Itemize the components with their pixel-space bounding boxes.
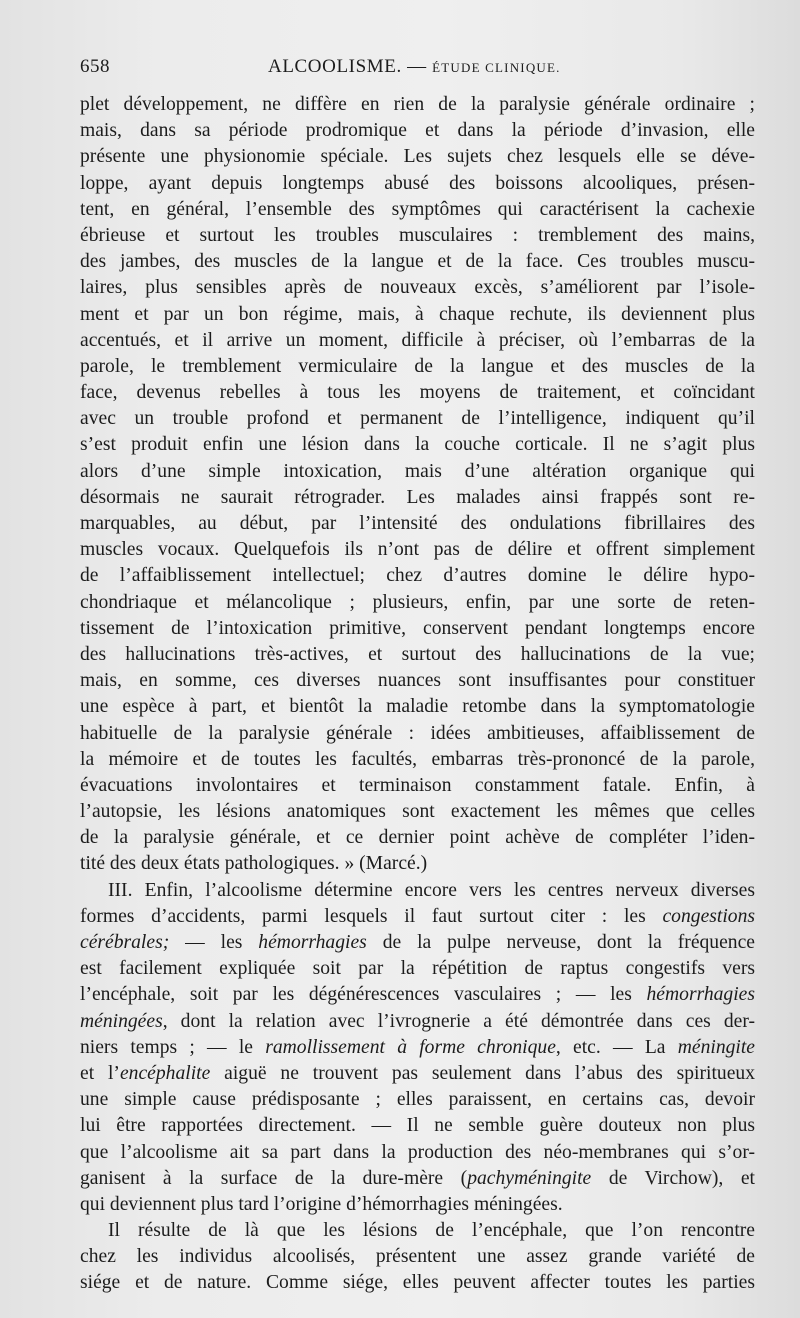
text-line: que l’alcoolisme ait sa part dans la production des néo-membranes qui s’or- [80,1141,755,1163]
text-line: désormais ne saurait rétrograder. Les malades ainsi frappés sont re- [80,486,755,508]
text-line: tité des deux états pathologiques. » (Marcé.) [80,853,428,875]
text-line: des jambes, des muscles de la langue et de la face. Ces troubles muscu- [80,251,755,273]
running-title-separator: — [401,56,433,77]
text-line: présente une physionomie spéciale. Les sujets chez lesquels elle se déve- [80,146,755,168]
text-line: siége et de nature. Comme siége, elles peuvent affecter toutes les parties [80,1272,755,1294]
italic-term: méningite [677,1036,755,1058]
text-line: est facilement expliquée soit par la répétition de raptus congestifs vers [80,958,755,980]
text-line: face, devenus rebelles à tous les moyens de traitement, et coïncidant [80,382,755,404]
text-line: mais, en somme, ces diverses nuances sont insuffisantes pour constituer [80,670,755,692]
text-line: lui être rapportées directement. — Il ne semble guère douteux non plus [80,1115,755,1137]
text-line: loppe, ayant depuis longtemps abusé des boissons alcooliques, présen- [80,172,755,194]
text-line: tent, en général, l’ensemble des symptômes qui caractérisent la cachexie [80,198,755,220]
text-line: une espèce à part, et bientôt la maladie retombe dans la symptomatologie [80,696,755,718]
text-line: méningées, dont la relation avec l’ivrognerie a été démontrée dans ces der- [80,1010,755,1032]
text-line: formes d’accidents, parmi lesquels il faut surtout citer : les congestions [80,905,755,927]
italic-term: hémorrhagies [646,984,755,1006]
page-number: 658 [80,56,110,77]
text-line: s’est produit enfin une lésion dans la couche corticale. Il ne s’agit plus [80,434,755,456]
text-line: habituelle de la paralysie générale : idées ambitieuses, affaiblissement de [80,722,755,744]
italic-term: hémorrhagies [258,932,367,953]
text-line: de la paralysie générale, et ce dernier point achève de compléter l’iden- [80,827,755,849]
text-line: ébrieuse et surtout les troubles musculaires : tremblement des mains, [80,224,755,246]
text-line: plet développement, ne diffère en rien de la paralysie générale ordinaire ; [80,94,755,115]
text-line: marquables, au début, par l’intensité des ondulations fibrillaires des [80,513,755,534]
text-line: avec un trouble profond et permanent de l’intelligence, indiquent qu’il [80,408,755,430]
text-line: muscles vocaux. Quelquefois ils n’ont pas de délire et offrent simplement [80,539,755,561]
text-line: cérébrales; — les hémorrhagies de la pulpe nerveuse, dont la fréquence [80,932,755,953]
text-line: qui deviennent plus tard l’origine d’hémorrhagies méningées. [80,1193,563,1215]
text-line: la mémoire et de toutes les facultés, embarras très-prononcé de la parole, [80,748,755,770]
text-line: III. Enfin, l’alcoolisme détermine encore vers les centres nerveux diverses [108,879,755,901]
text-line: mais, dans sa période prodromique et dans la période d’invasion, elle [80,120,755,142]
text-line: ment et par un bon régime, mais, à chaque rechute, ils deviennent plus [80,303,755,325]
running-head [80,56,755,84]
running-title-subtitle: ÉTUDE CLINIQUE. [432,60,561,75]
italic-term: pachyméningite [467,1167,592,1189]
italic-term: méningées [80,1010,163,1032]
text-line: tissement de l’intoxication primitive, conservent pendant longtemps encore [80,617,755,639]
italic-term: ramollissement à forme chronique [265,1036,556,1058]
text-line: des hallucinations très-actives, et surtout des hallucinations de la vue; [80,643,755,665]
italic-term: cérébrales; [80,932,170,953]
text-line: évacuations involontaires et terminaison constamment fatale. Enfin, à [80,774,755,796]
text-line: Il résulte de là que les lésions de l’encéphale, que l’on rencontre [108,1220,755,1242]
text-line: parole, le tremblement vermiculaire de la langue et des muscles de la [80,355,755,377]
text-line: une simple cause prédisposante ; elles paraissent, en certains cas, devoir [80,1089,755,1111]
text-line: accentués, et il arrive un moment, difficile à préciser, où l’embarras de la [80,329,755,351]
italic-term: congestions [662,905,755,927]
text-line: l’encéphale, soit par les dégénérescences vasculaires ; — les hémorrhagies [80,984,755,1006]
text-line: et l’encéphalite aiguë ne trouvent pas seulement dans l’abus des spiritueux [80,1062,755,1084]
text-line: niers temps ; — le ramollissement à forme chronique, etc. — La méningite [80,1036,755,1058]
text-line: alors d’une simple intoxication, mais d’une altération organique qui [80,460,755,482]
running-title [268,56,561,78]
text-line: laires, plus sensibles après de nouveaux excès, s’améliorent par l’isole- [80,277,755,299]
text-line: de l’affaiblissement intellectuel; chez d’autres domine le délire hypo- [80,565,755,587]
text-line: l’autopsie, les lésions anatomiques sont exactement les mêmes que celles [80,801,755,823]
text-line: chez les individus alcoolisés, présentent une assez grande variété de [80,1246,755,1268]
body-text [80,92,755,1297]
italic-term: encéphalite [119,1062,211,1084]
text-line: ganisent à la surface de la dure-mère (pachyméningite de Virchow), et [80,1167,755,1189]
text-line: chondriaque et mélancolique ; plusieurs, enfin, par une sorte de reten- [80,591,755,613]
running-title-main: ALCOOLISME. [268,56,402,77]
